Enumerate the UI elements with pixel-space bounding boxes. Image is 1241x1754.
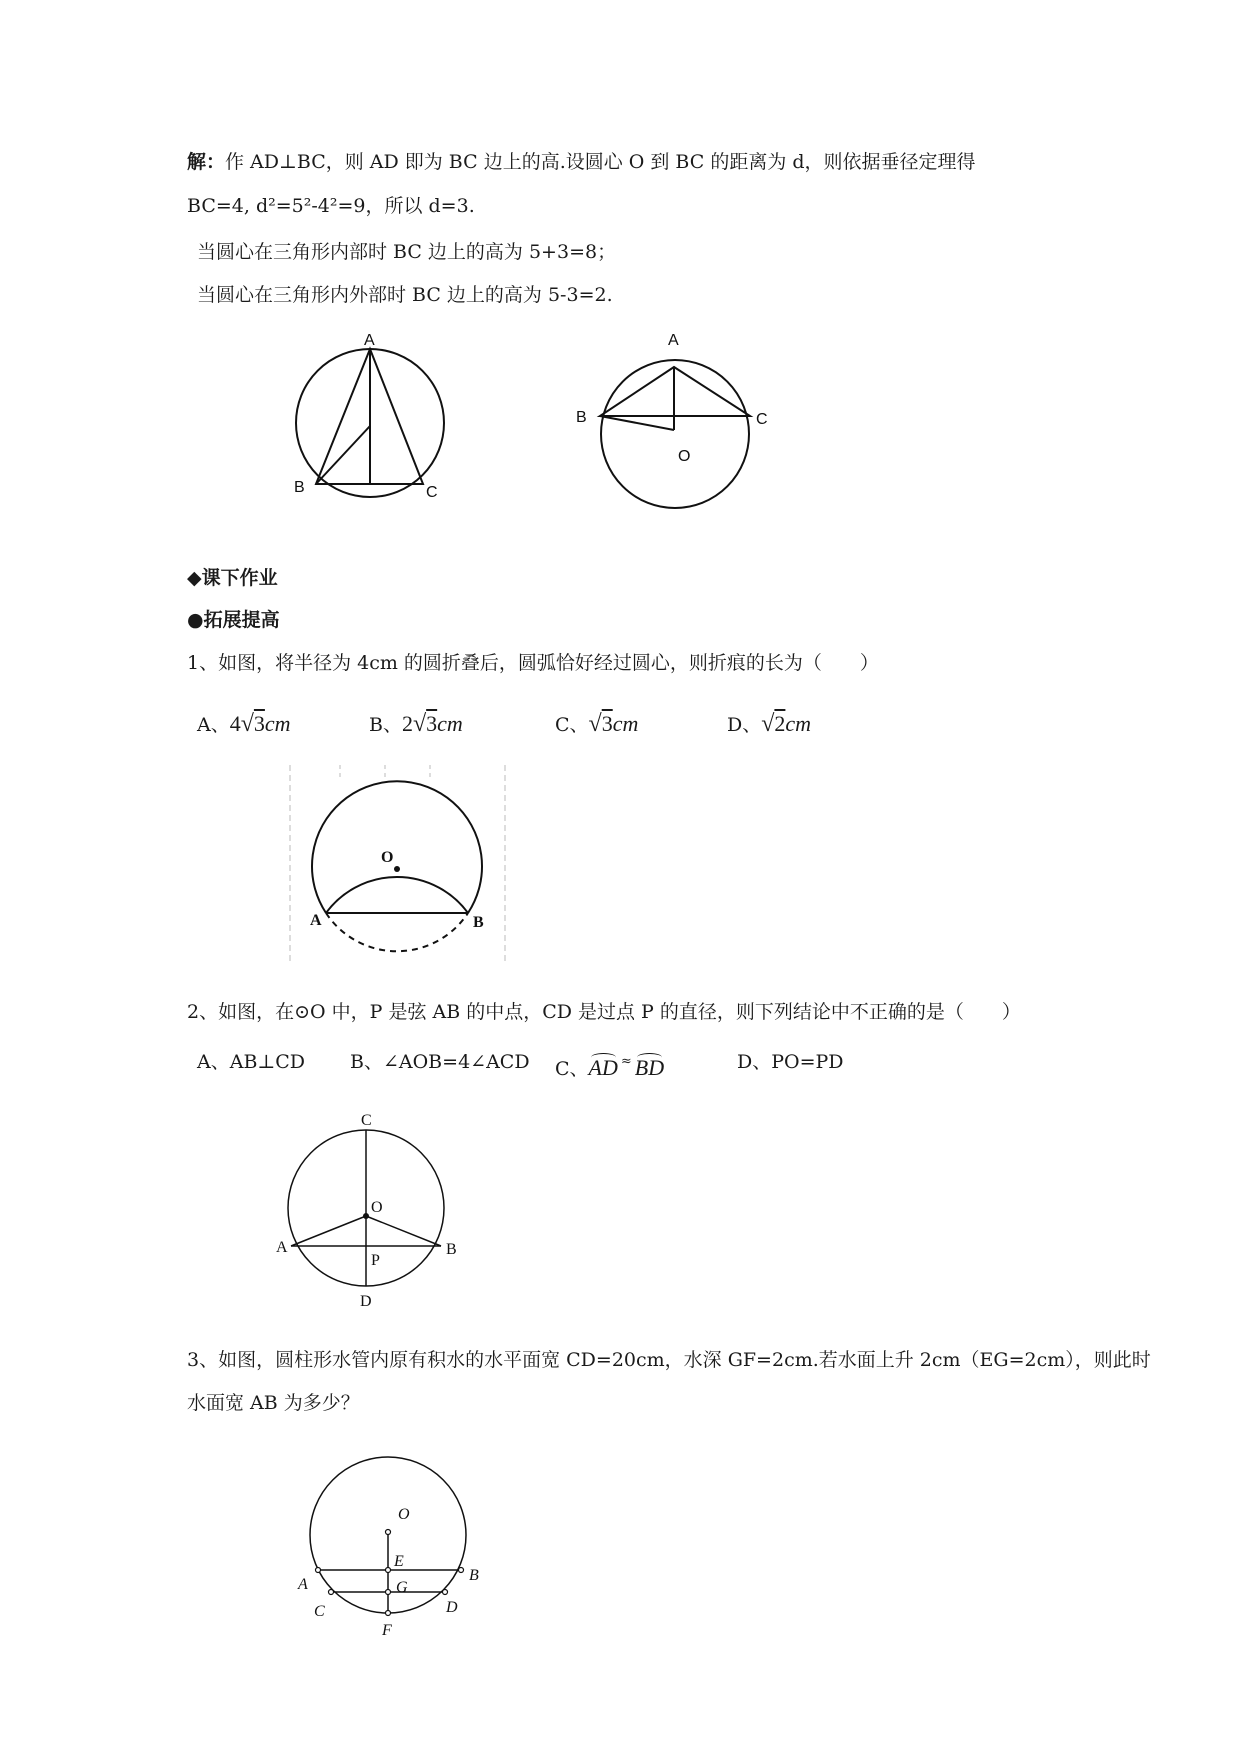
solution-figure-right [570, 330, 790, 530]
point-g [386, 1590, 391, 1595]
label-c: C [426, 484, 438, 501]
solution-line-2: BC=4, d²=5²-4²=9，所以 d=3. [187, 195, 475, 217]
q3-text-1: 3、如图，圆柱形水管内原有积水的水平面宽 CD=20cm，水深 GF=2cm.若水面上升 2cm（EG=2cm），则此时 [187, 1349, 1151, 1371]
option-letter: D、 [727, 714, 762, 736]
q3-text-2: 水面宽 AB 为多少？ [187, 1392, 360, 1414]
option-letter: C、 [555, 714, 589, 736]
center-point [394, 866, 400, 872]
label-b: B [446, 1241, 457, 1258]
point-a [316, 1568, 321, 1573]
q1-text: 1、如图，将半径为 4cm 的圆折叠后，圆弧恰好经过圆心，则折痕的长为（ ） [187, 652, 879, 674]
point-e [386, 1568, 391, 1573]
label-a: A [310, 912, 322, 929]
solution-line-3: 当圆心在三角形内部时 BC 边上的高为 5+3=8； [197, 241, 617, 263]
q3-figure [285, 1445, 505, 1645]
q1-option-d[interactable] [727, 712, 811, 737]
option-radicand: 3 [253, 711, 265, 736]
radius-oa [291, 1216, 366, 1246]
solution-label: 解： [187, 151, 226, 173]
folded-away-arc [326, 913, 468, 951]
label-c: C [361, 1112, 372, 1129]
point-f [386, 1611, 391, 1616]
label-d: D [360, 1293, 372, 1310]
option-unit: cm [785, 711, 812, 736]
option-letter: B、 [369, 714, 402, 736]
q2-option-c[interactable] [555, 1050, 664, 1081]
homework-heading: ◆课下作业 [187, 567, 278, 589]
point-b [459, 1568, 464, 1573]
homework-subheading: ●拓展提高 [187, 609, 280, 631]
q2-option-a[interactable]: A、AB⊥CD [197, 1051, 306, 1073]
option-coef: 4 [229, 711, 241, 736]
option-unit: cm [612, 711, 639, 736]
point-o [386, 1530, 391, 1535]
label-a: A [276, 1239, 288, 1256]
radical-icon: √ [588, 711, 602, 737]
segment-bo [316, 426, 370, 484]
label-b: B [576, 409, 587, 426]
label-f: F [382, 1622, 392, 1639]
q2-option-d[interactable]: D、PO=PD [737, 1051, 844, 1073]
solution-line-1 [187, 150, 976, 174]
label-p: P [371, 1252, 380, 1269]
label-a: A [298, 1576, 308, 1593]
label-o: O [371, 1199, 383, 1216]
center-point [363, 1213, 369, 1219]
label-b: B [473, 914, 484, 931]
circle-arc [312, 781, 482, 913]
option-coef: 2 [401, 711, 413, 736]
label-b: B [469, 1567, 479, 1584]
point-d [443, 1590, 448, 1595]
q2-option-b[interactable]: B、∠AOB=4∠ACD [350, 1051, 530, 1073]
label-o: O [381, 849, 394, 866]
option-letter: A、 [197, 714, 230, 736]
option-unit: cm [437, 711, 463, 736]
label-c: C [756, 411, 768, 428]
label-o: O [398, 1506, 410, 1523]
q1-option-c[interactable] [555, 712, 638, 737]
point-c [329, 1590, 334, 1595]
arc-ad: AD [588, 1055, 618, 1080]
option-unit: cm [264, 711, 291, 736]
label-a: A [364, 332, 375, 349]
q2-text: 2、如图，在⊙O 中，P 是弦 AB 的中点，CD 是过点 P 的直径，则下列结论中不正确的是（ ） [187, 1001, 1021, 1023]
label-d: D [446, 1599, 458, 1616]
q1-figure [285, 765, 515, 970]
radius-ob [366, 1216, 441, 1246]
label-c: C [314, 1603, 325, 1620]
solution-line-4: 当圆心在三角形内外部时 BC 边上的高为 5-3=2. [197, 284, 613, 306]
arc-bd: BD [634, 1055, 665, 1080]
congruent-symbol: ≈ [620, 1054, 632, 1069]
q2-figure [270, 1112, 470, 1312]
radical-icon: √ [240, 711, 254, 737]
label-g: G [396, 1579, 408, 1596]
option-radicand: 2 [774, 711, 786, 736]
label-a: A [668, 332, 679, 349]
segment-bo [600, 416, 674, 430]
radical-icon: √ [412, 711, 427, 737]
option-radicand: 3 [426, 711, 438, 736]
option-letter: C、 [555, 1058, 589, 1080]
label-o: O [678, 448, 691, 465]
q1-option-b[interactable] [369, 712, 463, 737]
option-radicand: 3 [601, 711, 613, 736]
radical-icon: √ [761, 711, 775, 737]
label-b: B [294, 479, 305, 496]
folded-arc [326, 877, 468, 913]
label-e: E [394, 1553, 404, 1570]
q1-option-a[interactable] [197, 712, 291, 737]
solution-text-1: 作 AD⊥BC，则 AD 即为 BC 边上的高.设圆心 O 到 BC 的距离为 d，则依据垂径定理得 [225, 151, 976, 173]
solution-figure-left [285, 330, 465, 530]
